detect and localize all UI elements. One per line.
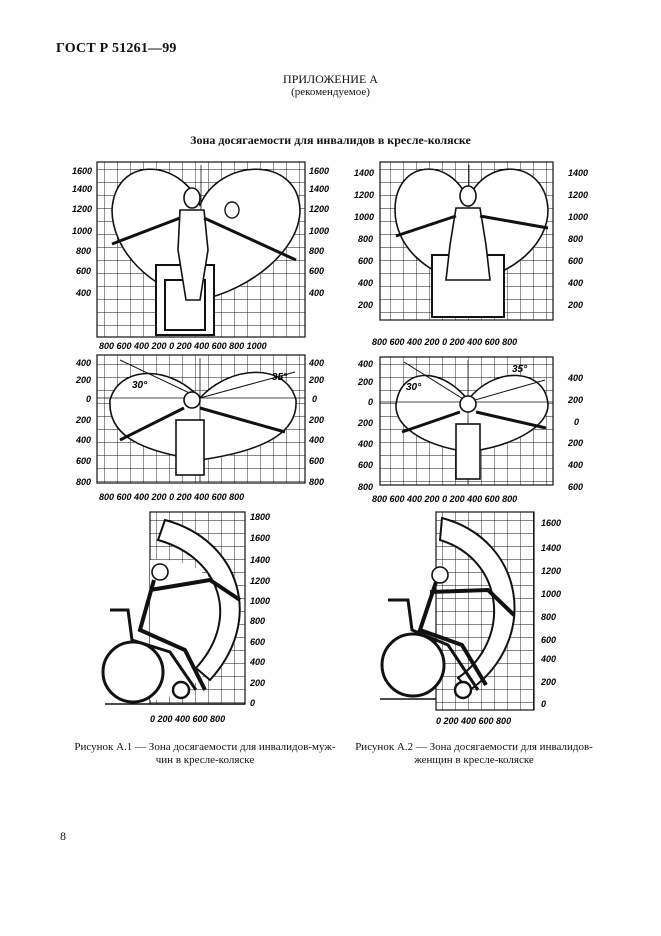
male-front-scale-label: 1200	[309, 204, 330, 214]
female-front-view-diagram	[354, 162, 588, 347]
female-side-scale-label: 1600	[541, 518, 562, 528]
female-top-scale-label: 600	[358, 460, 374, 470]
female-front-scale-label: 1400	[568, 168, 589, 178]
figure-a1-caption-line2: чин в кресле-коляске	[155, 754, 255, 766]
female-top-scale-label: 200	[568, 438, 584, 448]
female-top-scale-label: 200	[358, 418, 374, 428]
document-code: ГОСТ Р 51261—99	[56, 41, 177, 56]
male-top-scale-label: 600	[309, 456, 325, 466]
female-front-scale-label: 800	[568, 234, 584, 244]
male-front-scale-label: 1000	[72, 226, 93, 236]
male-front-scale-label: 1400	[309, 184, 330, 194]
male-top-scale-label: 400	[309, 358, 325, 368]
angle-label-30-female: 30°	[406, 382, 422, 393]
male-top-scale-label: 200	[309, 375, 325, 385]
female-top-scale-label: 0	[574, 417, 580, 427]
male-top-scale-label: 400	[76, 435, 92, 445]
male-top-scale-label: 200	[76, 415, 92, 425]
figure-a1-caption-line1: Рисунок А.1 — Зона досягаемости для инвалидов-муж-	[74, 741, 336, 753]
male-side-scale-label: 0	[250, 698, 256, 708]
male-front-scale-label: 1200	[72, 204, 93, 214]
male-top-scale-label: 800	[76, 477, 92, 487]
male-front-scale-label: 800	[76, 246, 92, 256]
female-side-scale-label: 200	[541, 677, 557, 687]
female-side-scale-label: 0	[541, 699, 547, 709]
male-top-view-diagram	[75, 355, 324, 502]
female-front-scale-label: 1200	[354, 190, 375, 200]
male-side-scale-label: 200	[250, 678, 266, 688]
male-top-scale-label: 400	[309, 435, 325, 445]
male-side-scale-label: 1000	[250, 596, 271, 606]
male-front-scale-label: 600	[309, 266, 325, 276]
male-front-scale-label: 1000	[309, 226, 330, 236]
female-side-scale-label: 600	[541, 635, 557, 645]
female-top-scale-label: 200	[568, 395, 584, 405]
angle-label-35: 35°	[272, 372, 288, 383]
angle-label-35-female: 35°	[512, 364, 528, 375]
annex-subtitle: (рекомендуемое)	[291, 86, 370, 98]
male-side-scale-label: 1800	[250, 512, 271, 522]
female-side-scale-label: 1200	[541, 566, 562, 576]
male-front-scale-label: 400	[309, 288, 325, 298]
female-side-view-diagram	[380, 512, 561, 726]
male-side-scale-label: 600	[250, 637, 266, 647]
female-side-scale-label: 1400	[541, 543, 562, 553]
female-top-view-diagram	[357, 357, 583, 504]
female-top-scale-label: 0	[368, 397, 374, 407]
figure-a2-caption-line1: Рисунок А.2 — Зона досягаемости для инвалидов-	[355, 741, 593, 753]
annex-title: ПРИЛОЖЕНИЕ А	[283, 72, 378, 86]
female-top-scale-label: 600	[568, 482, 584, 492]
female-top-horizontal-scale: 800 600 400 200 0 200 400 600 800	[372, 494, 518, 504]
male-side-scale-label: 400	[250, 657, 266, 667]
male-top-scale-label: 800	[309, 477, 325, 487]
male-front-view-diagram	[72, 162, 329, 351]
female-front-scale-label: 800	[358, 234, 374, 244]
male-front-scale-label: 1600	[72, 166, 93, 176]
female-front-scale-label: 1200	[568, 190, 589, 200]
male-top-scale-label: 200	[309, 415, 325, 425]
female-top-scale-label: 400	[568, 373, 584, 383]
male-top-scale-label: 0	[86, 394, 92, 404]
male-top-scale-label: 200	[76, 375, 92, 385]
female-front-scale-label: 400	[568, 278, 584, 288]
male-front-scale-label: 1400	[72, 184, 93, 194]
female-side-horizontal-scale: 0 200 400 600 800	[436, 716, 512, 726]
male-top-scale-label: 600	[76, 456, 92, 466]
male-top-scale-label: 400	[76, 358, 92, 368]
male-side-scale-label: 1600	[250, 533, 271, 543]
female-top-scale-label: 800	[358, 482, 374, 492]
male-side-horizontal-scale: 0 200 400 600 800	[150, 714, 226, 724]
male-side-scale-label: 800	[250, 616, 266, 626]
figure-a2-caption-line2: женщин в кресле-коляске	[414, 754, 534, 766]
male-top-scale-label: 0	[312, 394, 318, 404]
figure-a2-caption	[348, 741, 600, 767]
female-front-scale-label: 200	[358, 300, 374, 310]
male-side-scale-label: 1200	[250, 576, 271, 586]
female-front-scale-label: 400	[358, 278, 374, 288]
female-side-scale-label: 1000	[541, 589, 562, 599]
female-top-scale-label: 400	[358, 359, 374, 369]
male-front-scale-label: 400	[76, 288, 92, 298]
male-front-scale-label: 1600	[309, 166, 330, 176]
female-front-scale-label: 200	[568, 300, 584, 310]
female-side-scale-label: 400	[541, 654, 557, 664]
female-front-scale-label: 1000	[568, 212, 589, 222]
female-top-scale-label: 400	[358, 439, 374, 449]
male-front-scale-label: 600	[76, 266, 92, 276]
male-horizontal-scale: 800 600 400 200 0 200 400 600 800 1000	[99, 341, 267, 351]
section-title: Зона досягаемости для инвалидов в кресле-коляске	[190, 133, 471, 147]
female-front-scale-label: 1400	[354, 168, 375, 178]
female-front-scale-label: 600	[358, 256, 374, 266]
male-side-scale-label: 1400	[250, 555, 271, 565]
figure-a1-caption	[60, 741, 350, 767]
male-top-horizontal-scale: 800 600 400 200 0 200 400 600 800	[99, 492, 245, 502]
angle-label-30: 30°	[132, 380, 148, 391]
female-top-scale-label: 400	[568, 460, 584, 470]
female-side-scale-label: 800	[541, 612, 557, 622]
female-front-scale-label: 600	[568, 256, 584, 266]
male-front-scale-label: 800	[309, 246, 325, 256]
female-horizontal-scale: 800 600 400 200 0 200 400 600 800	[372, 337, 518, 347]
male-side-view-diagram	[103, 512, 270, 724]
page-number: 8	[60, 829, 66, 843]
female-front-scale-label: 1000	[354, 212, 375, 222]
female-top-scale-label: 200	[358, 377, 374, 387]
